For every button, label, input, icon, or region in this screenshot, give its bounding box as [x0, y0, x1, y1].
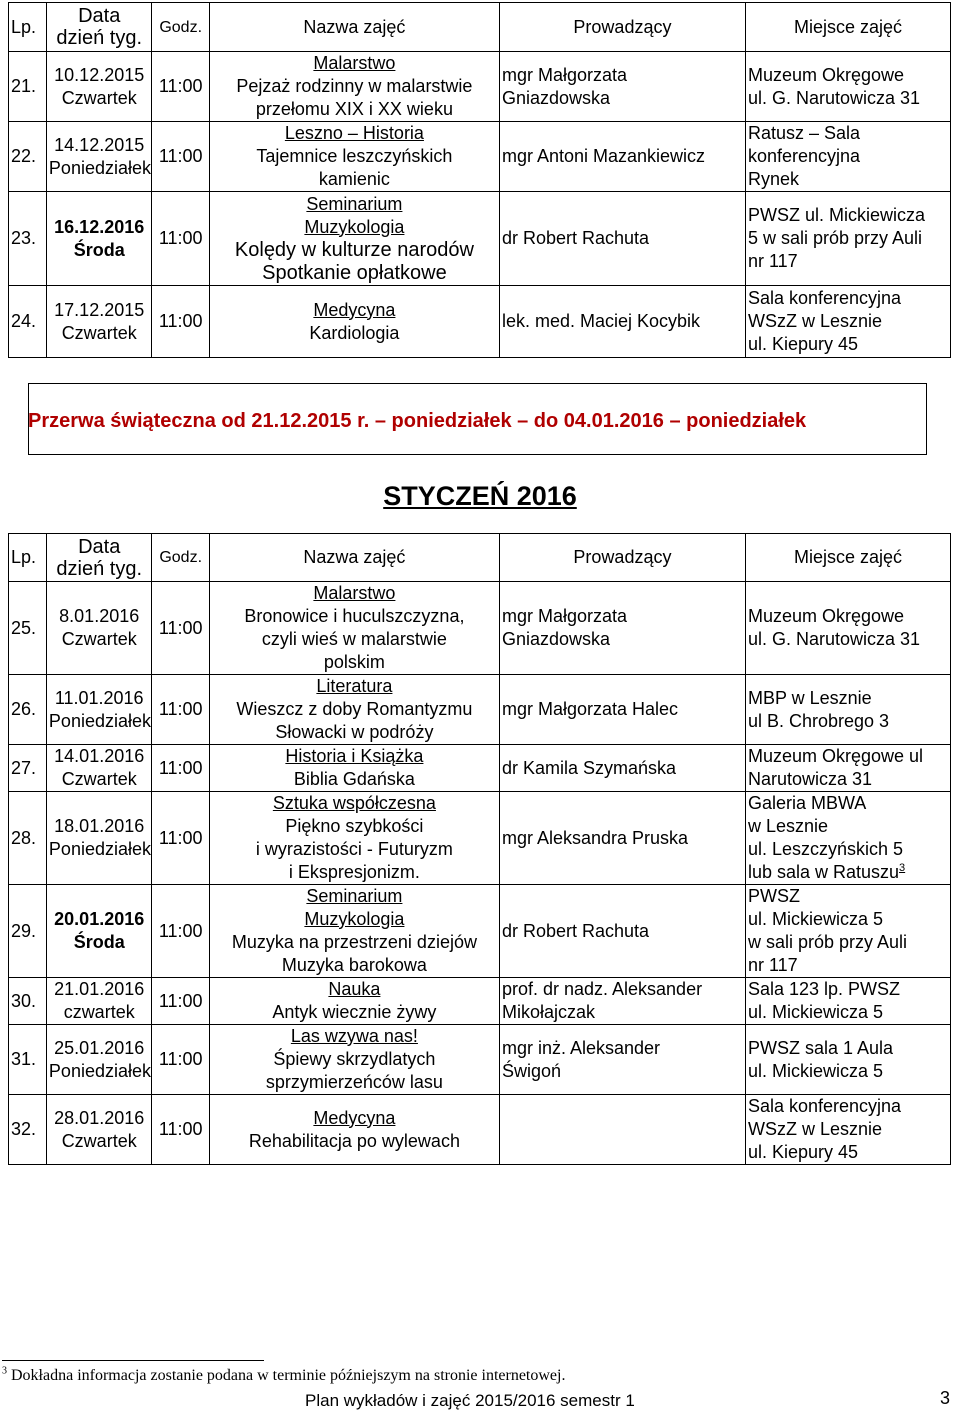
course-title: Muzyka na przestrzeni dziejów [231, 932, 477, 952]
row-date [46, 1095, 152, 1165]
weekday: Poniedziałek [48, 157, 151, 178]
row-lp: 24. [9, 286, 47, 358]
venue-line: Sala konferencyjna [747, 288, 902, 308]
date-value: 21.01.2016 [54, 979, 145, 999]
row-prowadzacy [499, 286, 745, 358]
row-time: 11:00 [152, 978, 209, 1025]
table-row [9, 978, 951, 1025]
row-miejsce [745, 885, 950, 978]
venue-line: PWSZ ul. Mickiewicza [747, 205, 925, 225]
table-row [9, 122, 951, 192]
row-lp: 21. [9, 52, 47, 122]
row-lp: 22. [9, 122, 47, 192]
footnote [2, 1367, 565, 1385]
row-prowadzacy [499, 885, 745, 978]
schedule-table-december [8, 2, 951, 358]
table-row [9, 745, 951, 792]
weekday: Poniedziałek [48, 1060, 151, 1081]
venue-line: ul. Leszczyńskich 5 [747, 839, 904, 859]
footnote-text: Dokładna informacja zostanie podana w terminie późniejszym na stronie internetowej. [11, 1367, 566, 1384]
venue-line: 5 w sali prób przy Auli [747, 228, 923, 248]
venue-line: Muzeum Okręgowe [747, 64, 905, 85]
header-date-line2: dzień tyg. [56, 557, 142, 580]
header-prowadzacy: Prowadzący [499, 534, 745, 582]
table-row [9, 286, 951, 358]
course-title: Muzyka barokowa [281, 955, 427, 975]
venue-line: Galeria MBWA [747, 793, 867, 813]
row-nazwa [209, 1095, 499, 1165]
weekday: Czwartek [61, 1130, 137, 1151]
venue-line: Rynek [747, 169, 799, 189]
venue-line: Muzeum Okręgowe ul [747, 746, 924, 766]
page-footer: Plan wykładów i zajęć 2015/2016 semestr 1 [305, 1391, 635, 1410]
venue-line: WSzZ w Lesznie [747, 1119, 882, 1139]
venue-line: Muzeum Okręgowe [747, 606, 905, 626]
row-prowadzacy [499, 582, 745, 675]
course-category: Leszno – Historia [284, 123, 424, 143]
course-category: Medycyna [313, 299, 396, 320]
venue-line: w Lesznie [747, 816, 828, 836]
row-time: 11:00 [152, 582, 209, 675]
course-title: Antyk wiecznie żywy [272, 1002, 437, 1022]
weekday: czwartek [63, 1002, 135, 1022]
row-time: 11:00 [152, 1025, 209, 1095]
venue-line: ul. G. Narutowicza 31 [747, 87, 921, 108]
venue-line: WSzZ w Lesznie [747, 311, 882, 331]
break-notice: Przerwa świąteczna od 21.12.2015 r. – poniedziałek – do 04.01.2016 – poniedziałek [28, 410, 807, 432]
course-title: polskim [323, 652, 385, 672]
lecturer-line: lek. med. Maciej Kocybik [501, 311, 701, 331]
course-title: Tajemnice leszczyńskich [256, 146, 453, 166]
lecturer-line: mgr Antoni Mazankiewicz [501, 146, 706, 166]
header-nazwa: Nazwa zajęć [209, 534, 499, 582]
row-nazwa [209, 122, 499, 192]
row-prowadzacy [499, 122, 745, 192]
venue-line: PWSZ [747, 886, 800, 906]
row-prowadzacy [499, 978, 745, 1025]
venue-line: nr 117 [747, 955, 798, 975]
table-row [9, 52, 951, 122]
row-prowadzacy [499, 1095, 745, 1165]
date-value: 14.12.2015 [54, 134, 145, 155]
header-date [46, 534, 152, 582]
table-row [9, 675, 951, 745]
footnote-separator [2, 1360, 264, 1361]
schedule-table-january [8, 533, 951, 1165]
course-category: Seminarium [306, 193, 403, 214]
lecturer-line: mgr Małgorzata [501, 64, 627, 85]
venue-line: MBP w Lesznie [747, 687, 872, 708]
row-time: 11:00 [152, 192, 209, 286]
row-date [46, 978, 152, 1025]
row-miejsce [745, 792, 950, 885]
date-value: 18.01.2016 [54, 816, 145, 836]
lecturer-line: dr Kamila Szymańska [501, 757, 677, 778]
row-date [46, 192, 152, 286]
table-row [9, 192, 951, 286]
row-miejsce [745, 122, 950, 192]
footnote-number: 3 [2, 1365, 7, 1377]
course-title: przełomu XIX i XX wieku [255, 99, 453, 119]
lecturer-line: Świgoń [501, 1060, 561, 1081]
weekday: Poniedziałek [48, 839, 151, 859]
header-miejsce: Miejsce zajęć [745, 534, 950, 582]
row-prowadzacy [499, 1025, 745, 1095]
row-lp: 31. [9, 1025, 47, 1095]
course-title: kamienic [318, 169, 390, 189]
venue-line: konferencyjna [747, 146, 861, 166]
weekday: Środa [73, 239, 125, 260]
row-time: 11:00 [152, 675, 209, 745]
lecturer-line: Mikołajczak [501, 1002, 595, 1022]
course-title: Bronowice i huculszczyzna, [244, 606, 465, 626]
row-miejsce [745, 1025, 950, 1095]
table-row [9, 1095, 951, 1165]
venue-line: ul. G. Narutowicza 31 [747, 629, 921, 649]
table-row [9, 582, 951, 675]
course-title: Pejzaż rodzinny w malarstwie [236, 76, 473, 96]
row-nazwa [209, 52, 499, 122]
lecturer-line: Gniazdowska [501, 629, 611, 649]
row-date [46, 122, 152, 192]
course-title: i wyrazistości - Futuryzm [255, 839, 453, 859]
header-godz: Godz. [152, 3, 209, 52]
row-nazwa [209, 885, 499, 978]
month-title [0, 481, 960, 512]
row-nazwa [209, 1025, 499, 1095]
table-header-row [9, 534, 951, 582]
date-value: 28.01.2016 [54, 1107, 145, 1128]
course-category: Medycyna [313, 1107, 396, 1128]
row-time: 11:00 [152, 885, 209, 978]
venue-line-text: lub sala w Ratuszu [747, 862, 900, 882]
row-date [46, 582, 152, 675]
course-category: Muzykologia [304, 909, 405, 929]
row-miejsce [745, 978, 950, 1025]
row-time: 11:00 [152, 792, 209, 885]
footnote-marker: 3 [899, 862, 906, 874]
date-value: 17.12.2015 [54, 299, 145, 320]
weekday: Czwartek [61, 322, 137, 343]
weekday: Poniedziałek [48, 710, 151, 731]
venue-line: ul. Mickiewicza 5 [747, 1002, 883, 1022]
row-lp: 32. [9, 1095, 47, 1165]
course-category: Muzykologia [304, 216, 405, 237]
row-miejsce [745, 675, 950, 745]
row-prowadzacy [499, 52, 745, 122]
date-value: 8.01.2016 [59, 606, 140, 626]
course-title: Śpiewy skrzydlatych [273, 1049, 436, 1069]
date-value: 11.01.2016 [54, 687, 144, 708]
lecturer-line: mgr inż. Aleksander [501, 1037, 661, 1058]
row-time: 11:00 [152, 122, 209, 192]
row-time: 11:00 [152, 52, 209, 122]
header-lp: Lp. [9, 534, 47, 582]
row-prowadzacy [499, 675, 745, 745]
header-date-line1: Data [78, 5, 121, 27]
row-lp: 25. [9, 582, 47, 675]
venue-line: Ratusz – Sala [747, 123, 861, 143]
row-nazwa [209, 675, 499, 745]
lecturer-line: dr Robert Rachuta [501, 228, 650, 248]
course-category: Historia i Książka [285, 746, 424, 766]
course-title: i Ekspresjonizm. [288, 862, 420, 882]
header-date-line1: Data [78, 535, 121, 558]
row-time: 11:00 [152, 1095, 209, 1165]
row-lp: 27. [9, 745, 47, 792]
lecturer-line: dr Robert Rachuta [501, 920, 650, 941]
date-value: 10.12.2015 [54, 64, 145, 85]
header-prowadzacy: Prowadzący [499, 3, 745, 52]
row-nazwa [209, 745, 499, 792]
course-title: Kolędy w kulturze narodów [234, 238, 474, 261]
course-category: Las wzywa nas! [290, 1026, 418, 1046]
row-time: 11:00 [152, 745, 209, 792]
course-title: Spotkanie opłatkowe [262, 261, 447, 284]
header-date [46, 3, 152, 52]
date-value: 20.01.2016 [54, 909, 145, 929]
header-miejsce: Miejsce zajęć [745, 3, 950, 52]
course-title: sprzymierzeńców lasu [265, 1072, 443, 1092]
course-category: Malarstwo [313, 53, 396, 73]
row-prowadzacy [499, 192, 745, 286]
row-miejsce [745, 582, 950, 675]
page-number: 3 [940, 1388, 951, 1408]
venue-line: nr 117 [747, 251, 798, 271]
row-lp: 28. [9, 792, 47, 885]
date-value: 14.01.2016 [54, 746, 145, 766]
course-title: Słowacki w podróży [275, 722, 434, 742]
venue-line: ul. Mickiewicza 5 [747, 1060, 883, 1081]
header-godz: Godz. [152, 534, 209, 582]
table-row [9, 885, 951, 978]
row-date [46, 885, 152, 978]
course-title: Piękno szybkości [285, 816, 424, 836]
table-header-row [9, 3, 951, 52]
row-nazwa [209, 978, 499, 1025]
venue-line: ul. Kiepury 45 [747, 334, 859, 354]
venue-line [748, 861, 948, 884]
row-nazwa [209, 792, 499, 885]
venue-line: ul B. Chrobrego 3 [747, 710, 890, 731]
row-lp: 30. [9, 978, 47, 1025]
venue-line: ul. Mickiewicza 5 [747, 909, 883, 929]
lecturer-line: mgr Aleksandra Pruska [501, 827, 689, 848]
row-lp: 26. [9, 675, 47, 745]
venue-line: PWSZ sala 1 Aula [747, 1037, 894, 1058]
row-date [46, 1025, 152, 1095]
venue-line: w sali prób przy Auli [747, 932, 908, 952]
row-prowadzacy [499, 792, 745, 885]
course-title: Biblia Gdańska [293, 769, 415, 789]
lecturer-line: mgr Małgorzata Halec [501, 699, 679, 719]
course-title: czyli wieś w malarstwie [261, 629, 447, 649]
course-title: Kardiologia [309, 322, 400, 343]
course-category: Literatura [316, 676, 393, 696]
weekday: Czwartek [61, 629, 137, 649]
header-lp: Lp. [9, 3, 47, 52]
row-nazwa [209, 582, 499, 675]
course-category: Malarstwo [313, 583, 396, 603]
row-date [46, 52, 152, 122]
row-date [46, 675, 152, 745]
row-miejsce [745, 52, 950, 122]
row-prowadzacy [499, 745, 745, 792]
row-time: 11:00 [152, 286, 209, 358]
course-title: Wieszcz z doby Romantyzmu [236, 699, 473, 719]
lecturer-line: mgr Małgorzata [501, 606, 627, 626]
row-lp: 29. [9, 885, 47, 978]
venue-line: Sala konferencyjna [747, 1096, 902, 1116]
row-miejsce [745, 286, 950, 358]
course-category: Sztuka współczesna [272, 793, 436, 813]
course-category: Seminarium [306, 886, 403, 906]
month-title-text: STYCZEŃ 2016 [383, 481, 577, 511]
venue-line: Narutowicza 31 [747, 769, 873, 789]
row-lp: 23. [9, 192, 47, 286]
row-nazwa [209, 192, 499, 286]
course-title: Rehabilitacja po wylewach [248, 1130, 460, 1151]
header-nazwa: Nazwa zajęć [209, 3, 499, 52]
row-miejsce [745, 745, 950, 792]
row-miejsce [745, 1095, 950, 1165]
weekday: Czwartek [61, 87, 137, 108]
lecturer-line: prof. dr nadz. Aleksander [501, 979, 703, 999]
table-row [9, 792, 951, 885]
row-nazwa [209, 286, 499, 358]
venue-line: Sala 123 lp. PWSZ [747, 979, 901, 999]
header-date-line2: dzień tyg. [56, 27, 142, 49]
weekday: Środa [73, 932, 125, 952]
date-value: 25.01.2016 [54, 1037, 145, 1058]
course-category: Nauka [328, 979, 381, 999]
row-date [46, 745, 152, 792]
row-miejsce [745, 192, 950, 286]
weekday: Czwartek [61, 769, 137, 789]
lecturer-line: Gniazdowska [501, 87, 611, 108]
row-date [46, 286, 152, 358]
date-value: 16.12.2016 [54, 216, 145, 237]
table-row [9, 1025, 951, 1095]
venue-line: ul. Kiepury 45 [747, 1142, 859, 1162]
row-date [46, 792, 152, 885]
